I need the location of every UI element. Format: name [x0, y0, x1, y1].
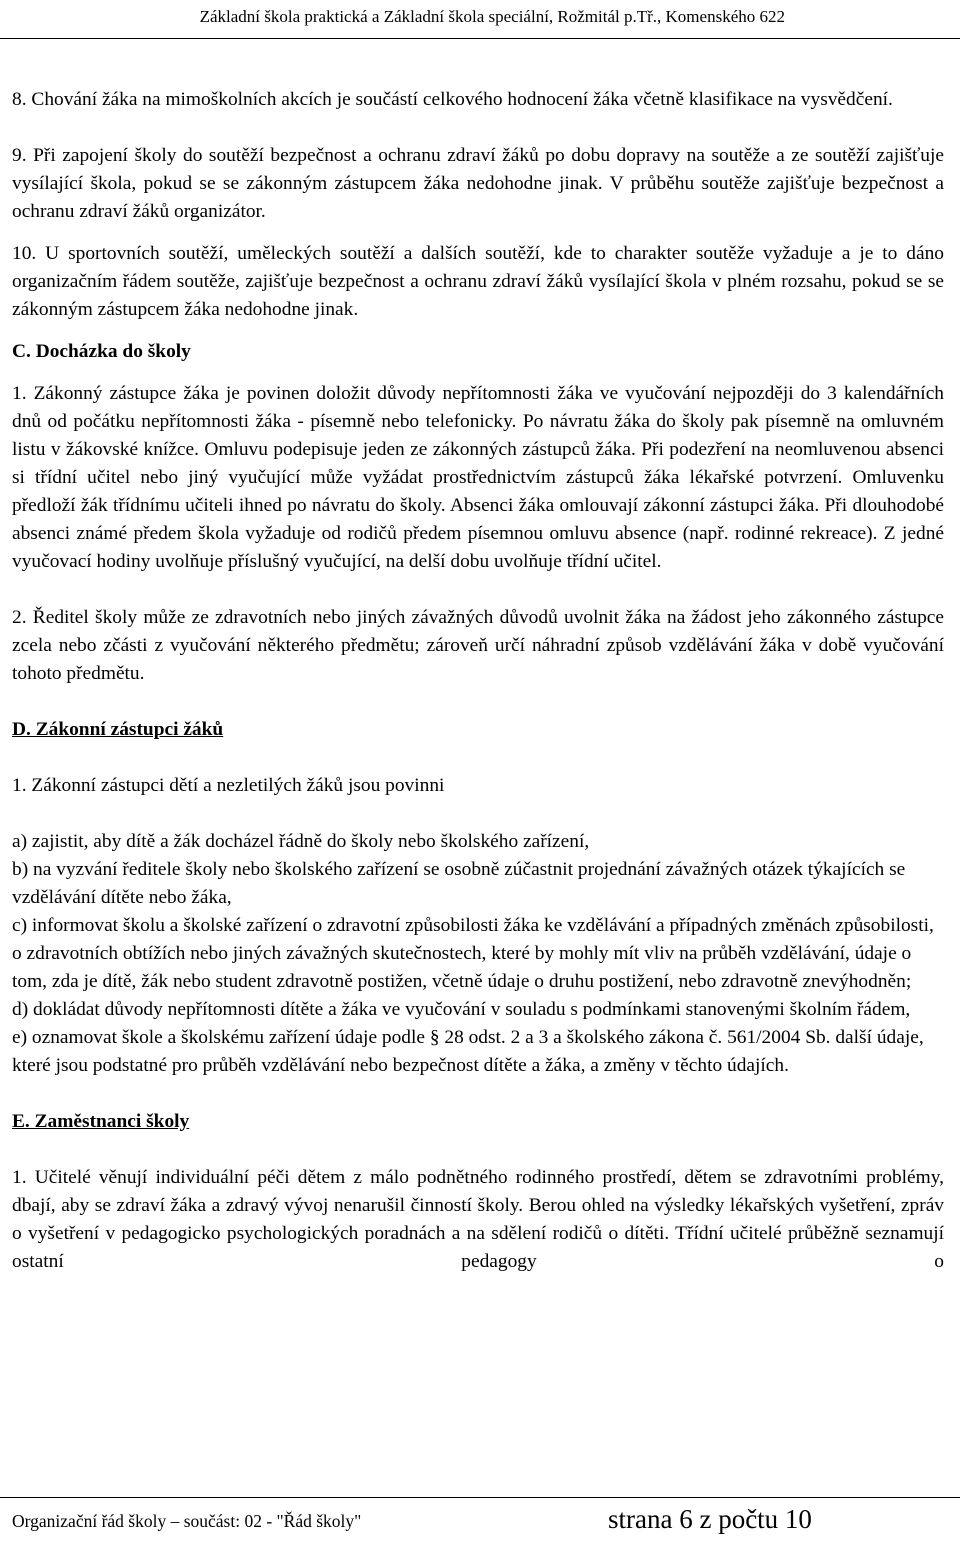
document-body: [12, 86, 944, 1304]
header-school-name: Základní škola praktická a Základní škola speciální, Rožmitál p.Tř., Komenského 622: [199, 7, 785, 26]
paragraph-c2: 2. Ředitel školy může ze zdravotních nebo jiných závažných důvodů uvolnit žáka na žádost jeho zákonného zástupce zcela nebo zčásti z vyučování některého předmětu; zároveň určí náhradní způsob vzdělávání žáka v době vyučování tohoto předmětu.: [12, 607, 944, 684]
list-item-e: e) oznamovat škole a školskému zařízení údaje podle § 28 odst. 2 a 3 a školského zákona č. 561/2004 Sb. další údaje, které jsou podstatné pro průběh vzdělávání nebo bezpečnost dítěte a žáka, a změny v těchto údajích.: [12, 1027, 924, 1076]
spacer: [12, 324, 944, 338]
list-item-d: d) dokládat důvody nepřítomnosti dítěte a žáka ve vyučování v souladu s podmínkami stanovenými školním řádem,: [12, 999, 911, 1020]
paragraph-d-intro: 1. Zákonní zástupci dětí a nezletilých žáků jsou povinni: [12, 775, 445, 796]
paragraph-e1: 1. Učitelé věnují individuální péči dětem z málo podnětného rodinného prostředí, dětem se zdravotními problémy, dbají, aby se zdraví žáka a zdravý vývoj nenarušil činností školy. Berou ohled na výsledky lékařských vyšetření, zpráv o vyšetření v pedagogicko psychologických poradnách a na sdělení rodičů o dítěti. Třídní učitelé průběžně seznamují ostatní pedagogy o: [12, 1167, 944, 1272]
spacer: [12, 226, 944, 240]
paragraph-b10: 10. U sportovních soutěží, uměleckých soutěží a dalších soutěží, kde to charakter soutěže vyžaduje a je to dáno organizačním řádem soutěže, zajišťuje bezpečnost a ochranu zdraví žáků vysílající škola v plném rozsahu, pokud se se zákonným zástupcem žáka nedohodne jinak.: [12, 243, 944, 320]
list-item-b: b) na vyzvání ředitele školy nebo školského zařízení se osobně zúčastnit projednání závažných otázek týkajících se vzdělávání dítěte nebo žáka,: [12, 859, 906, 908]
paragraph-b8: 8. Chování žáka na mimoškolních akcích je součástí celkového hodnocení žáka včetně klasifikace na vysvědčení.: [12, 89, 893, 110]
section-heading-d: D. Zákonní zástupci žáků: [12, 719, 224, 740]
spacer: [12, 1080, 944, 1108]
footer-document-name: Organizační řád školy – součást: 02 - "Řád školy": [12, 1511, 362, 1531]
page-header: [0, 0, 960, 40]
section-heading-c: C. Docházka do školy: [12, 341, 191, 362]
list-item-a: a) zajistit, aby dítě a žák docházel řádně do školy nebo školského zařízení,: [12, 831, 590, 852]
footer-divider: [0, 1497, 960, 1498]
paragraph-c1: 1. Zákonný zástupce žáka je povinen doložit důvody nepřítomnosti žáka ve vyučování nejpozději do 3 kalendářních dnů od počátku nepřítomnosti žáka - písemně nebo telefonicky. Po návratu žáka do školy pak písemně na omluvném listu v žákovské knížce. Omluvu podepisuje jeden ze zákonných zástupců žáka. Při podezření na neomluvenou absenci si třídní učitel nebo jiný vyučující může vyžádat prostřednictvím zástupců žáka lékařské potvrzení. Omluvenku předloží žák třídnímu učiteli ihned po návratu do školy. Absenci žáka omlouvají zákonní zástupci žáka. Při dlouhodobé absenci známé předem škola vyžaduje od rodičů předem písemnou omluvu absence (např. rodinné rekreace). Z jedné vyučovací hodiny uvolňuje příslušný vyučující, na delší dobu uvolňuje třídní učitel.: [12, 383, 944, 572]
footer-page-number: strana 6 z počtu 10: [608, 1504, 812, 1534]
page-footer: [0, 1497, 960, 1541]
obligations-list: [12, 828, 944, 1080]
list-item-c: c) informovat školu a školské zařízení o zdravotní způsobilosti žáka ke vzdělávání a případných změnách způsobilosti, o zdravotních obtížích nebo jiných závažných skutečnostech, které by mohly mít vliv na průběh vzdělávání, údaje o tom, zda je dítě, žák nebo student zdravotně postižen, včetně údaje o druhu postižení, nebo zdravotně znevýhodněn;: [12, 915, 934, 992]
paragraph-b9: 9. Při zapojení školy do soutěží bezpečnost a ochranu zdraví žáků po dobu dopravy na soutěže a ze soutěží zajišťuje vysílající škola, pokud se se zákonným zástupcem žáka nedohodne jinak. V průběhu soutěže zajišťuje bezpečnost a ochranu zdraví žáků organizátor.: [12, 145, 944, 222]
header-divider: [0, 38, 960, 39]
section-heading-e: E. Zaměstnanci školy: [12, 1111, 190, 1132]
